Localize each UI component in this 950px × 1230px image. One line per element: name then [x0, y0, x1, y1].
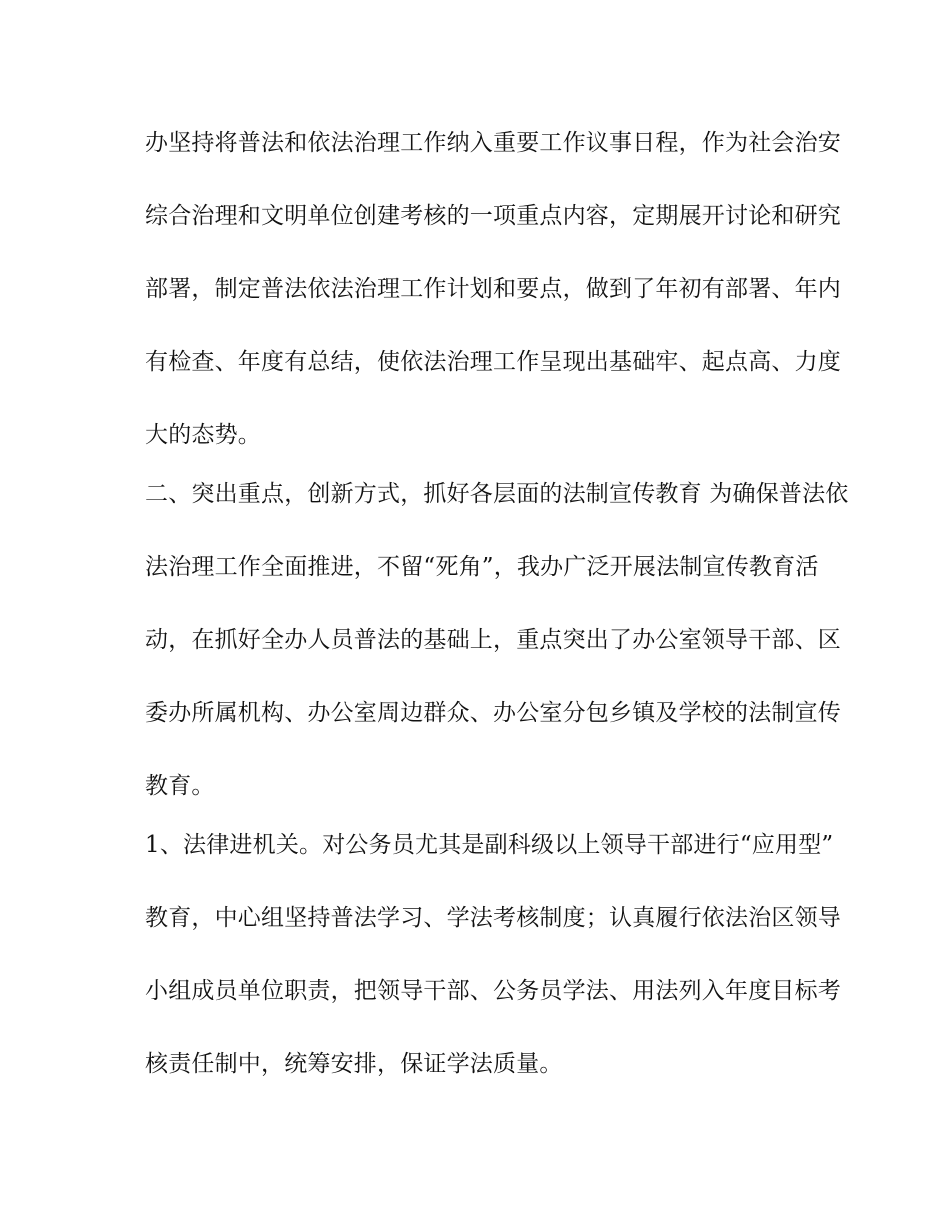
section-heading-line: 二、突出重点，创新方式，抓好各层面的法制宣传教育 为确保普法依 [145, 481, 849, 507]
body-line: 法治理工作全面推进，不留“死角”，我办广泛开展法制宣传教育活 [145, 554, 819, 580]
body-line: 动，在抓好全办人员普法的基础上，重点突出了办公室领导干部、区 [145, 627, 841, 653]
body-line: 教育。 [145, 773, 215, 799]
body-line: 有检查、年度有总结，使依法治理工作呈现出基础牢、起点高、力度 [145, 349, 841, 375]
document-body [145, 122, 849, 1116]
body-line: 小组成员单位职责，把领导干部、公务员学法、用法列入年度目标考 [145, 978, 841, 1004]
list-item-line: 1、法律进机关。对公务员尤其是副科级以上领导干部进行“应用型” [145, 832, 834, 858]
body-line: 综合治理和文明单位创建考核的一项重点内容，定期展开讨论和研究 [145, 203, 841, 229]
body-line: 委办所属机构、办公室周边群众、办公室分包乡镇及学校的法制宣传 [145, 700, 841, 726]
body-line: 教育，中心组坚持普法学习、学法考核制度；认真履行依法治区领导 [145, 905, 841, 931]
body-line: 部署，制定普法依法治理工作计划和要点，做到了年初有部署、年内 [145, 276, 841, 302]
body-line: 大的态势。 [145, 422, 261, 448]
body-line: 核责任制中，统筹安排，保证学法质量。 [145, 1051, 563, 1077]
body-line: 办坚持将普法和依法治理工作纳入重要工作议事日程，作为社会治安 [145, 130, 841, 156]
